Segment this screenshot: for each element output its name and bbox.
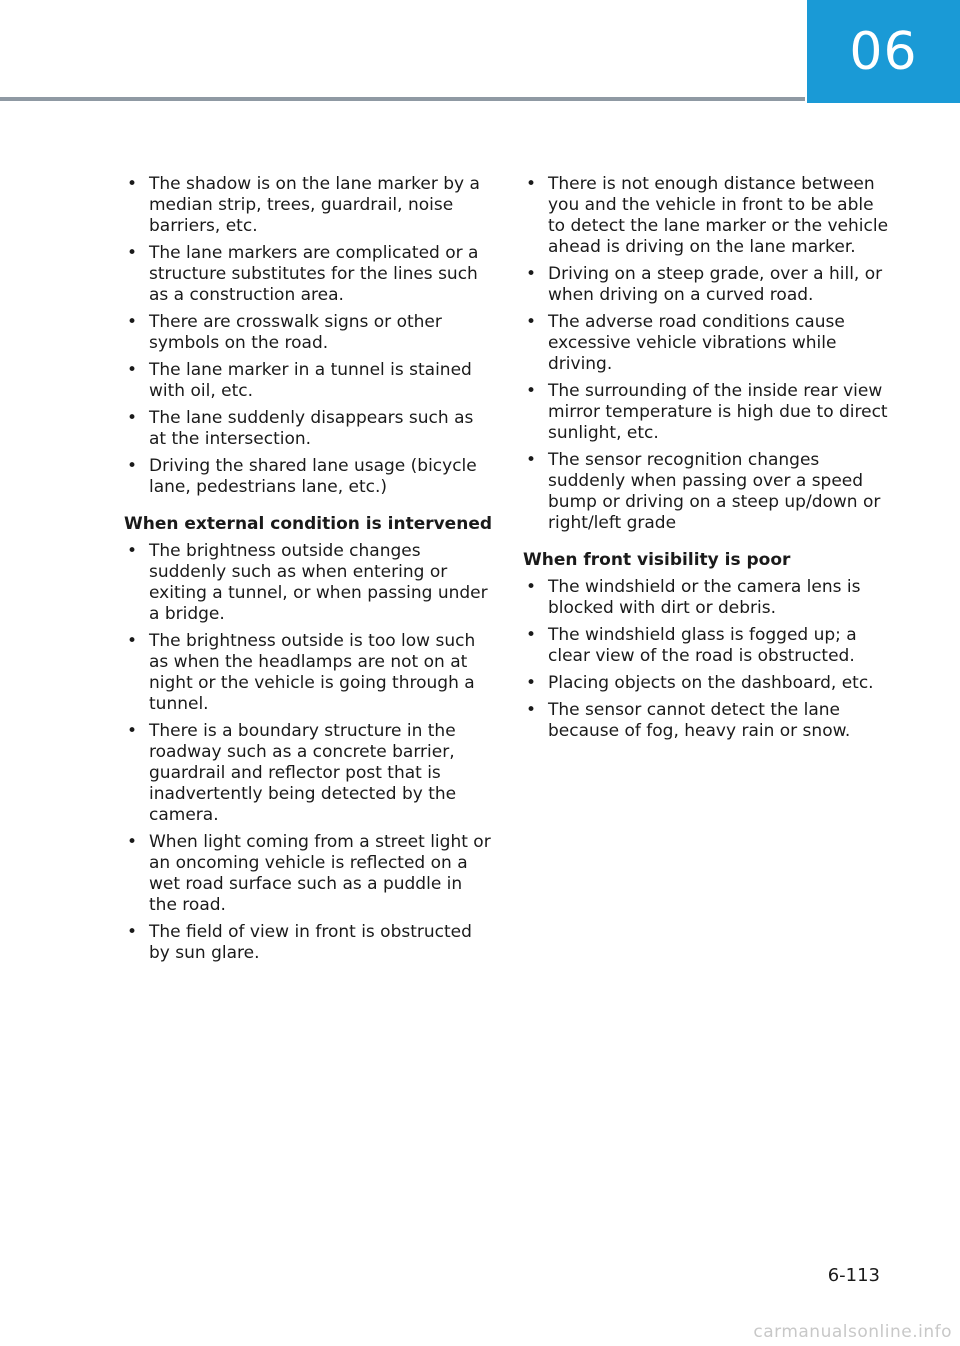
left-top-list — [124, 174, 494, 498]
list-item: • Driving the shared lane usage (bicycle lane, pedestrians lane, etc.) — [124, 456, 494, 498]
list-item: • Driving on a steep grade, over a hill, or when driving on a curved road. — [523, 264, 889, 306]
watermark-link[interactable]: carmanualsonline.info — [753, 1322, 952, 1342]
section-heading-external: When external condition is intervened — [124, 514, 493, 534]
list-item: • When light coming from a street light or an oncoming vehicle is reflected on a wet road surface such as a puddle in the road. — [124, 832, 494, 916]
section-heading-visibility: When front visibility is poor — [523, 550, 791, 570]
list-item: • The brightness outside is too low such as when the headlamps are not on at night or the vehicle is going through a tunnel. — [124, 631, 494, 715]
right-top-list — [523, 174, 889, 534]
list-item: • There is not enough distance between you and the vehicle in front to be able to detect the lane marker or the vehicle ahead is driving on the lane marker. — [523, 174, 889, 258]
list-item: • The sensor cannot detect the lane because of fog, heavy rain or snow. — [523, 700, 889, 742]
list-item: • The sensor recognition changes suddenly when passing over a speed bump or driving on a steep up/down or right/left grade — [523, 450, 889, 534]
list-item: • There is a boundary structure in the roadway such as a concrete barrier, guardrail and reflector post that is inadvertently being detected by the camera. — [124, 721, 494, 826]
list-item: • The windshield or the camera lens is blocked with dirt or debris. — [523, 577, 889, 619]
chapter-number: 06 — [849, 21, 918, 82]
list-item: • The lane marker in a tunnel is stained with oil, etc. — [124, 360, 494, 402]
list-item: • There are crosswalk signs or other symbols on the road. — [124, 312, 494, 354]
visibility-list — [523, 577, 889, 742]
list-item: • The adverse road conditions cause excessive vehicle vibrations while driving. — [523, 312, 889, 375]
header-rule — [0, 97, 805, 101]
chapter-tab — [807, 0, 960, 103]
list-item: • The windshield glass is fogged up; a clear view of the road is obstructed. — [523, 625, 889, 667]
list-item: • The field of view in front is obstructed by sun glare. — [124, 922, 494, 964]
right-column — [523, 174, 889, 748]
external-condition-list — [124, 541, 494, 964]
list-item: • The brightness outside changes suddenly such as when entering or exiting a tunnel, or when passing under a bridge. — [124, 541, 494, 625]
page-number: 6-113 — [827, 1265, 880, 1286]
list-item: • The lane markers are complicated or a structure substitutes for the lines such as a construction area. — [124, 243, 494, 306]
list-item: • The lane suddenly disappears such as at the intersection. — [124, 408, 494, 450]
list-item: • The surrounding of the inside rear view mirror temperature is high due to direct sunlight, etc. — [523, 381, 889, 444]
left-column — [124, 174, 494, 970]
list-item: • The shadow is on the lane marker by a median strip, trees, guardrail, noise barriers, etc. — [124, 174, 494, 237]
list-item: • Placing objects on the dashboard, etc. — [523, 673, 889, 694]
